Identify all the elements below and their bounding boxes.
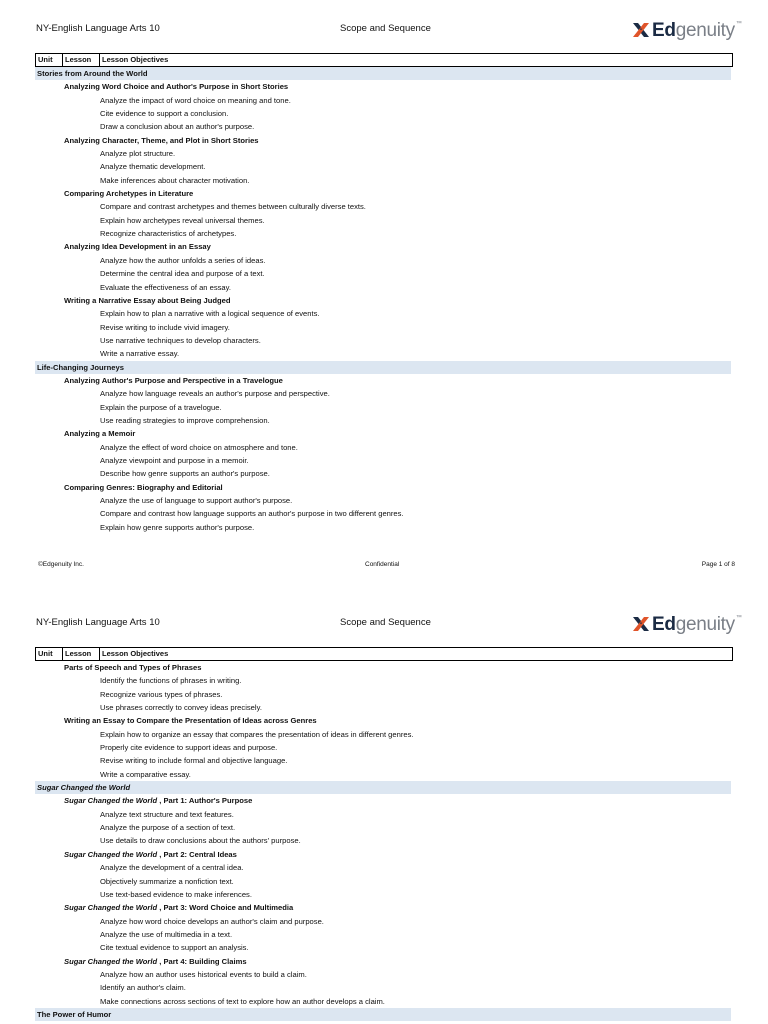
lesson-row: Writing an Essay to Compare the Presentation of Ideas across Genres bbox=[64, 716, 317, 726]
objective-row: Analyze the purpose of a section of text. bbox=[100, 823, 236, 833]
objective-row: Use reading strategies to improve comprehension. bbox=[100, 415, 270, 425]
objective-row: Determine the central idea and purpose of a text. bbox=[100, 269, 265, 279]
lesson-row bbox=[35, 848, 731, 861]
course-title: NY-English Language Arts 10 bbox=[36, 23, 160, 34]
table-header bbox=[35, 647, 733, 661]
course-title: NY-English Language Arts 10 bbox=[36, 617, 160, 628]
objective-row: Use details to draw conclusions about the authors' purpose. bbox=[100, 836, 301, 846]
lesson-title-italic: Sugar Changed the World bbox=[64, 796, 158, 806]
objective-row: Cite evidence to support a conclusion. bbox=[100, 109, 229, 119]
lesson-row: Parts of Speech and Types of Phrases bbox=[64, 663, 202, 672]
lesson-row: Comparing Genres: Biography and Editorial bbox=[64, 482, 223, 492]
objective-row: Revise writing to include formal and objective language. bbox=[100, 756, 288, 766]
column-header-lesson: Lesson bbox=[63, 648, 100, 660]
lesson-title-italic: Sugar Changed the World bbox=[64, 903, 158, 913]
lesson-row bbox=[35, 794, 731, 807]
objective-row: Analyze plot structure. bbox=[100, 149, 176, 159]
objective-row: Identify an author's claim. bbox=[100, 983, 186, 993]
lesson-title-italic: Sugar Changed the World bbox=[64, 956, 158, 966]
objective-row: Write a comparative essay. bbox=[100, 769, 191, 779]
objective-row: Objectively summarize a nonfiction text. bbox=[100, 876, 234, 886]
lesson-title-rest: , Part 1: Author's Purpose bbox=[157, 796, 253, 806]
lesson-row: Analyzing Author's Purpose and Perspective in a Travelogue bbox=[64, 375, 283, 385]
objective-row: Make inferences about character motivation. bbox=[100, 175, 250, 185]
objective-row: Analyze the impact of word choice on meaning and tone. bbox=[100, 95, 291, 105]
column-header-unit: Unit bbox=[36, 648, 63, 660]
objective-row: Compare and contrast archetypes and themes between culturally diverse texts. bbox=[100, 202, 366, 212]
unit-row: Sugar Changed the World bbox=[35, 781, 731, 794]
unit-row: Life-Changing Journeys bbox=[35, 361, 731, 374]
lesson-title-rest: , Part 2: Central Ideas bbox=[157, 849, 237, 859]
logo-wordmark: Edgenuity™ bbox=[652, 613, 742, 635]
edgenuity-logo bbox=[631, 19, 742, 41]
lesson-row: Analyzing Word Choice and Author's Purpose in Short Stories bbox=[64, 82, 289, 92]
objective-row: Analyze viewpoint and purpose in a memoir. bbox=[100, 455, 249, 465]
objective-row: Analyze thematic development. bbox=[100, 162, 206, 172]
objective-row: Analyze text structure and text features. bbox=[100, 809, 234, 819]
column-header-objectives: Lesson Objectives bbox=[102, 649, 169, 658]
objective-row: Explain how genre supports author's purpose. bbox=[100, 522, 255, 532]
objective-row: Analyze how word choice develops an author's claim and purpose. bbox=[100, 916, 324, 926]
column-header-lesson: Lesson bbox=[63, 54, 100, 66]
objective-row: Evaluate the effectiveness of an essay. bbox=[100, 282, 232, 292]
unit-row: The Power of Humor bbox=[35, 1008, 731, 1021]
objective-row: Analyze how an author uses historical events to build a claim. bbox=[100, 969, 307, 979]
objective-row: Write a narrative essay. bbox=[100, 349, 180, 359]
lesson-row: Comparing Archetypes in Literature bbox=[64, 189, 194, 199]
objective-row: Analyze how language reveals an author's purpose and perspective. bbox=[100, 389, 330, 399]
edgenuity-x-icon bbox=[631, 614, 651, 634]
unit-row: Stories from Around the World bbox=[35, 67, 731, 80]
lesson-row: Analyzing Character, Theme, and Plot in Short Stories bbox=[64, 135, 259, 145]
objective-row: Compare and contrast how language supports an author's purpose in two different genres. bbox=[100, 509, 404, 519]
objective-row: Cite textual evidence to support an analysis. bbox=[100, 943, 249, 953]
objective-row: Explain how to plan a narrative with a logical sequence of events. bbox=[100, 309, 320, 319]
edgenuity-x-icon bbox=[631, 20, 651, 40]
edgenuity-logo bbox=[631, 613, 742, 635]
objective-row: Describe how genre supports an author's purpose. bbox=[100, 469, 270, 479]
objective-row: Use phrases correctly to convey ideas precisely. bbox=[100, 703, 262, 713]
objective-row: Analyze how the author unfolds a series of ideas. bbox=[100, 255, 266, 265]
objective-row: Explain how to organize an essay that compares the presentation of ideas in different genres. bbox=[100, 729, 414, 739]
objective-row: Analyze the use of language to support author's purpose. bbox=[100, 496, 293, 505]
document-title: Scope and Sequence bbox=[340, 23, 431, 34]
objective-row: Analyze the effect of word choice on atmosphere and tone. bbox=[100, 442, 298, 452]
objective-row: Analyze the use of multimedia in a text. bbox=[100, 929, 233, 939]
objective-row: Recognize various types of phrases. bbox=[100, 689, 223, 699]
lesson-row bbox=[35, 901, 731, 914]
objective-row: Revise writing to include vivid imagery. bbox=[100, 322, 230, 332]
document-page-2 bbox=[0, 594, 768, 1024]
footer-page-number: Page 1 of 8 bbox=[701, 561, 735, 568]
objective-row: Use narrative techniques to develop characters. bbox=[100, 335, 261, 345]
objective-row: Recognize characteristics of archetypes. bbox=[100, 229, 237, 239]
objective-row: Draw a conclusion about an author's purpose. bbox=[100, 122, 255, 132]
scope-rows-page-1 bbox=[35, 67, 731, 534]
footer-confidential: Confidential bbox=[365, 561, 400, 568]
table-header bbox=[35, 53, 733, 67]
lesson-title-italic: Sugar Changed the World bbox=[64, 849, 158, 859]
objective-row: Explain the purpose of a travelogue. bbox=[100, 402, 222, 412]
lesson-row: Analyzing Idea Development in an Essay bbox=[64, 242, 211, 252]
column-header-unit: Unit bbox=[36, 54, 63, 66]
objective-row: Analyze the development of a central idea. bbox=[100, 863, 244, 873]
logo-wordmark: Edgenuity™ bbox=[652, 19, 742, 41]
lesson-row bbox=[35, 955, 731, 968]
objective-row: Identify the functions of phrases in writing. bbox=[100, 676, 242, 686]
objective-row: Make connections across sections of text to explore how an author develops a claim. bbox=[100, 996, 385, 1006]
objective-row: Use text-based evidence to make inferences. bbox=[100, 889, 252, 899]
column-header-objectives: Lesson Objectives bbox=[102, 55, 169, 64]
lesson-title-rest: , Part 4: Building Claims bbox=[157, 956, 247, 966]
objective-row: Explain how archetypes reveal universal themes. bbox=[100, 215, 265, 225]
footer-copyright: ©Edgenuity Inc. bbox=[38, 561, 84, 568]
lesson-row: Analyzing a Memoir bbox=[64, 429, 136, 439]
lesson-row: Writing a Narrative Essay about Being Judged bbox=[64, 295, 231, 305]
scope-rows-page-2 bbox=[35, 661, 731, 1021]
document-title: Scope and Sequence bbox=[340, 617, 431, 628]
objective-row: Properly cite evidence to support ideas and purpose. bbox=[100, 743, 278, 753]
lesson-title-rest: , Part 3: Word Choice and Multimedia bbox=[157, 903, 294, 913]
